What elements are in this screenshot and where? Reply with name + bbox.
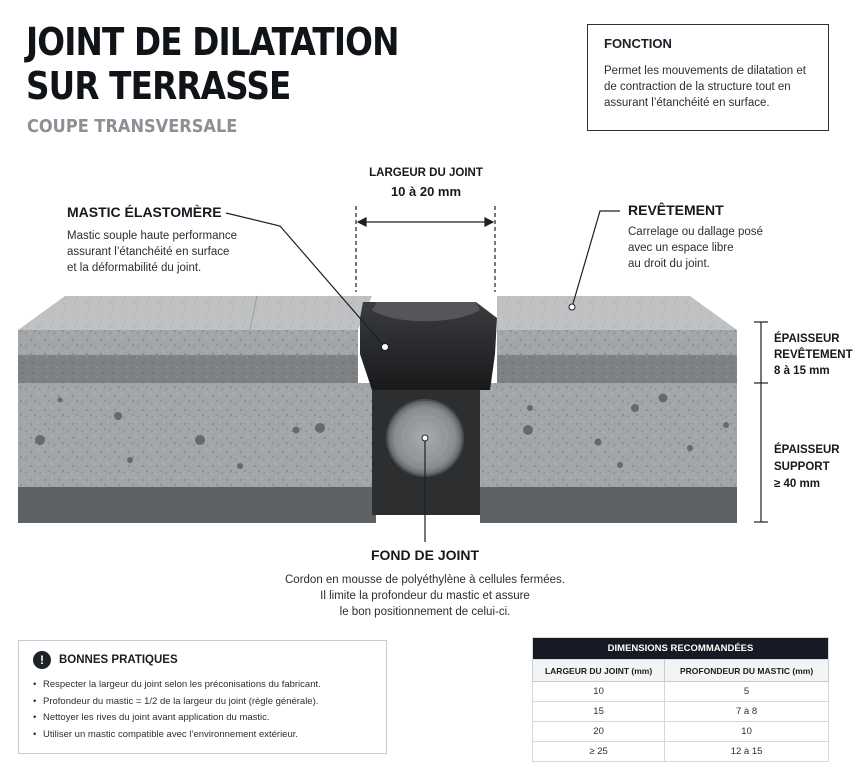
- epaisseur-revetement-label: ÉPAISSEUR REVÊTEMENT 8 à 15 mm: [774, 333, 853, 377]
- column-header-profondeur: PROFONDEUR DU MASTIC (mm): [665, 660, 829, 682]
- title-line-2: SUR TERRASSE: [26, 64, 291, 108]
- title-line-1: JOINT DE DILATATION: [26, 20, 399, 64]
- table-row: ≥ 25 12 à 15: [533, 742, 829, 762]
- revetement-heading: REVÊTEMENT: [628, 202, 724, 218]
- fonction-heading: FONCTION: [604, 36, 672, 51]
- right-tile-front: [497, 330, 737, 355]
- warning-icon: !: [33, 651, 51, 669]
- bonnes-pratiques-box: [18, 640, 387, 754]
- list-item: • Nettoyer les rives du joint avant application du mastic.: [33, 710, 372, 727]
- dimensions-caption: DIMENSIONS RECOMMANDÉES: [533, 638, 829, 660]
- right-mortar-layer: [497, 355, 737, 383]
- left-slab: [18, 296, 376, 523]
- largeur-dimension-line: [356, 206, 495, 292]
- epaisseur-support-label: ÉPAISSEUR SUPPORT ≥ 40 mm: [774, 444, 840, 490]
- right-support: [480, 383, 737, 487]
- revetement-leader-line: [572, 211, 620, 307]
- column-header-largeur: LARGEUR DU JOINT (mm): [533, 660, 665, 682]
- fond-heading: FOND DE JOINT: [370, 547, 480, 563]
- right-base: [480, 487, 737, 523]
- revetement-text: Carrelage ou dallage posé avec un espace libre au droit du joint.: [628, 226, 763, 270]
- left-tile-top: [18, 296, 372, 330]
- largeur-value: 10 à 20 mm: [390, 184, 462, 199]
- list-item: • Profondeur du mastic = 1/2 de la largeur du joint (règle générale).: [33, 694, 372, 711]
- list-item: • Utiliser un mastic compatible avec l’environnement extérieur.: [33, 727, 372, 744]
- bonnes-pratiques-list: [33, 677, 372, 743]
- mastic-text: Mastic souple haute performance assurant l’étanchéité en surface et la déformabilité du joint.: [67, 230, 238, 274]
- mastic-heading: MASTIC ÉLASTOMÈRE: [67, 204, 222, 220]
- table-row: 15 7 à 8: [533, 702, 829, 722]
- list-item: • Respecter la largeur du joint selon les préconisations du fabricant.: [33, 677, 372, 694]
- left-base: [18, 487, 376, 523]
- fonction-text: Permet les mouvements de dilatation et de contraction de la structure tout en assurant l’étanchéité en surface.: [604, 65, 806, 109]
- left-tile-front: [18, 330, 358, 355]
- right-tile-top: [497, 296, 737, 330]
- fond-text: Cordon en mousse de polyéthylène à cellules fermées. Il limite la profondeur du mastic et assure le bon positionnement de celui-ci.: [285, 574, 565, 618]
- largeur-heading: LARGEUR DU JOINT: [369, 167, 483, 179]
- left-support: [18, 383, 376, 487]
- left-mortar-layer: [18, 355, 358, 383]
- bonnes-pratiques-header: [33, 651, 372, 669]
- page-subtitle: COUPE TRANSVERSALE: [27, 116, 238, 137]
- right-slab: [480, 296, 737, 523]
- dimensions-table: [532, 637, 829, 762]
- table-row: 20 10: [533, 722, 829, 742]
- bonnes-pratiques-heading: BONNES PRATIQUES: [59, 654, 178, 666]
- epaisseur-dimension-lines: [754, 322, 768, 522]
- table-row: 10 5: [533, 682, 829, 702]
